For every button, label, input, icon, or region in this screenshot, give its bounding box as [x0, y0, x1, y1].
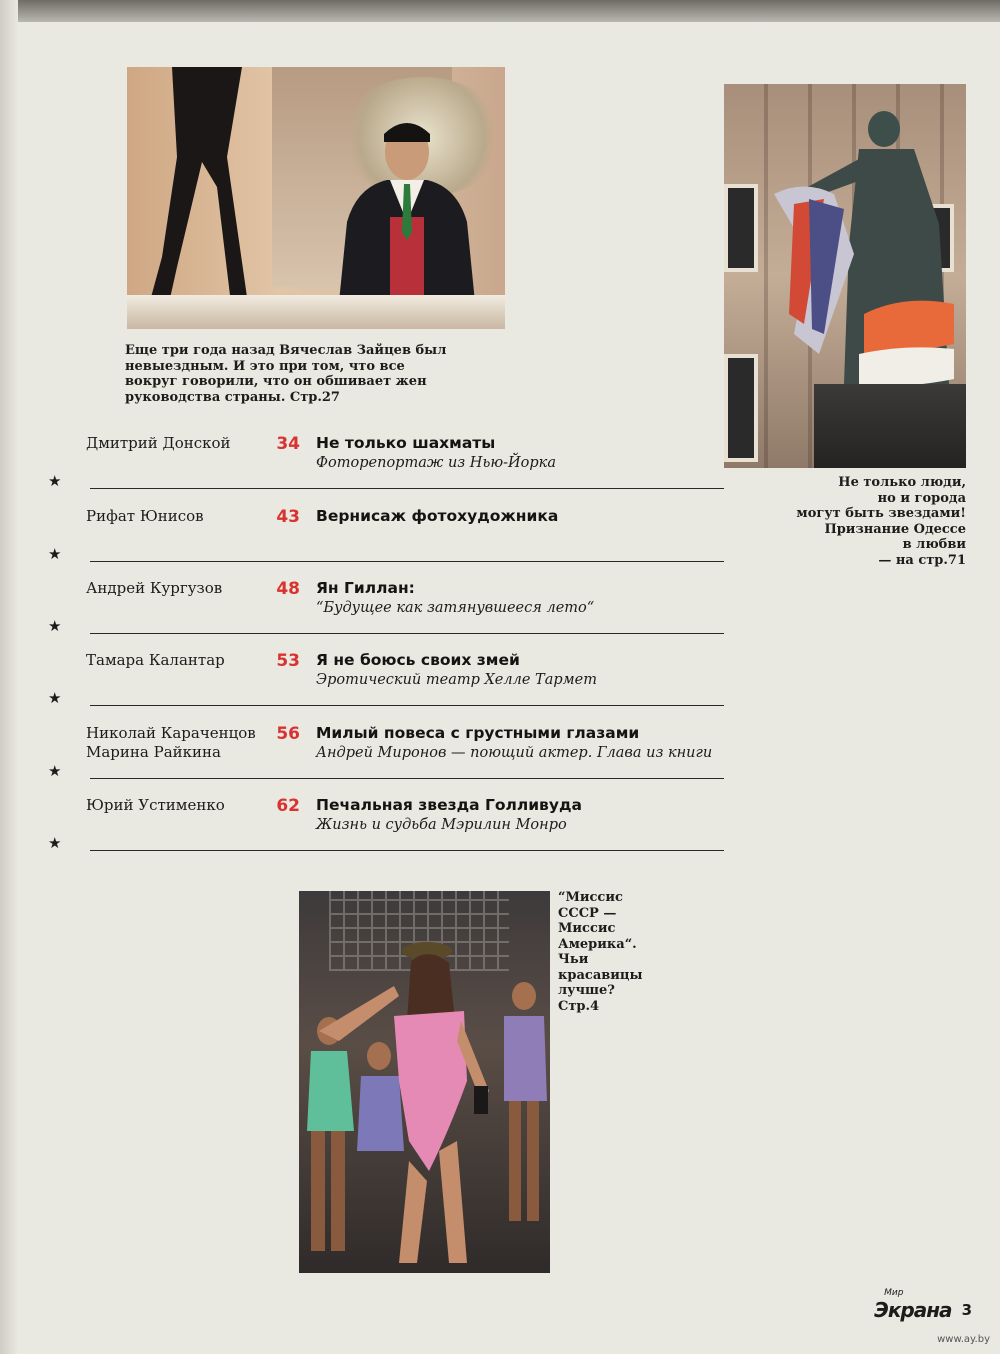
toc-title: Милый повеса с грустными глазами — [316, 724, 640, 742]
toc-author: Рифат Юнисов — [86, 507, 204, 525]
caption-line: Миссис — [558, 921, 616, 936]
caption-line: Чьи — [558, 952, 589, 967]
toc-page-number: 34 — [276, 434, 300, 454]
toc-entry[interactable] — [48, 579, 724, 639]
caption-line: лучше? — [558, 983, 615, 998]
caption-line: в любви — [902, 537, 966, 552]
toc-subtitle: Андрей Миронов — поющий актер. Глава из книги — [316, 745, 713, 761]
toc-divider — [90, 705, 724, 706]
toc-entry[interactable] — [48, 651, 724, 711]
caption-zaitsev: Еще три года назад Вячеслав Зайцев был невыездным. И это при том, что все вокруг говорили, что он обшивает жен руководства страны. Стр.27 — [125, 343, 447, 405]
star-icon: ★ — [48, 617, 62, 635]
toc-author: Николай Караченцов Марина Райкина — [86, 724, 256, 761]
star-icon: ★ — [48, 545, 62, 563]
toc-title: Не только шахматы — [316, 434, 496, 452]
toc-author: Тамара Калантар — [86, 651, 225, 669]
caption-line: Не только люди, — [838, 475, 966, 490]
caption-line: — на стр.71 — [878, 552, 966, 568]
toc-entry[interactable] — [48, 434, 724, 494]
caption-line: Стр.4 — [558, 998, 600, 1014]
building-window — [724, 354, 758, 462]
caption-miss-contest — [558, 890, 648, 1014]
photo-odessa-statue — [724, 84, 966, 468]
caption-line: но и города — [877, 490, 966, 506]
star-icon: ★ — [48, 834, 62, 852]
toc-subtitle: Фоторепортаж из Нью-Йорка — [316, 455, 556, 471]
toc-title: Печальная звезда Голливуда — [316, 796, 582, 814]
toc-author: Дмитрий Донской — [86, 434, 231, 452]
page-spine-shadow — [0, 0, 18, 1354]
toc-title: Я не боюсь своих змей — [316, 651, 520, 669]
caption-line: Америка“. — [558, 936, 637, 952]
photo-miss-contest — [299, 891, 550, 1273]
star-icon: ★ — [48, 762, 62, 780]
toc-subtitle: “Будущее как затянувшееся лето“ — [316, 600, 595, 616]
toc-divider — [90, 561, 724, 562]
page-folio — [874, 1288, 972, 1322]
toc-divider — [90, 488, 724, 489]
model-legs — [147, 67, 257, 317]
caption-line: могут быть звездами! — [796, 506, 966, 521]
caption-line: Признание Одессе — [824, 521, 966, 537]
star-icon: ★ — [48, 689, 62, 707]
toc-author: Юрий Устименко — [86, 796, 225, 814]
toc-entry[interactable] — [48, 796, 724, 856]
toc-page-number: 62 — [276, 796, 300, 816]
contestants-figures — [299, 891, 550, 1273]
toc-divider — [90, 633, 724, 634]
caption-line: СССР — — [558, 905, 617, 921]
page-top-edge — [0, 0, 1000, 22]
toc-divider — [90, 850, 724, 851]
toc-page-number: 56 — [276, 724, 300, 744]
caption-odessa — [790, 475, 966, 568]
caption-line: “Миссис — [558, 890, 623, 905]
toc-author: Андрей Кургузов — [86, 579, 223, 597]
toc-divider — [90, 778, 724, 779]
toc-entry[interactable] — [48, 507, 724, 567]
logo-text: Экрана — [874, 1298, 952, 1322]
magazine-logo — [874, 1288, 952, 1322]
toc-subtitle: Эротический театр Хелле Тармет — [316, 672, 597, 688]
caption-line: красавицы — [558, 967, 643, 983]
star-icon: ★ — [48, 472, 62, 490]
photo-table — [127, 295, 505, 329]
statue-plinth — [814, 384, 966, 468]
page-number: 3 — [961, 1301, 972, 1319]
statue-figure — [764, 104, 966, 404]
building-window — [724, 184, 758, 272]
toc-page-number: 53 — [276, 651, 300, 671]
toc-page-number: 43 — [276, 507, 300, 527]
logo-small-text: Мир — [884, 1288, 904, 1298]
toc-subtitle: Жизнь и судьба Мэрилин Монро — [316, 817, 567, 833]
toc-title: Вернисаж фотохудожника — [316, 507, 559, 525]
toc-title: Ян Гиллан: — [316, 579, 415, 597]
toc-page-number: 48 — [276, 579, 300, 599]
toc-entry[interactable] — [48, 724, 724, 784]
watermark: www.ay.by — [937, 1334, 990, 1345]
man-figure — [332, 112, 482, 322]
photo-zaitsev — [127, 67, 505, 329]
